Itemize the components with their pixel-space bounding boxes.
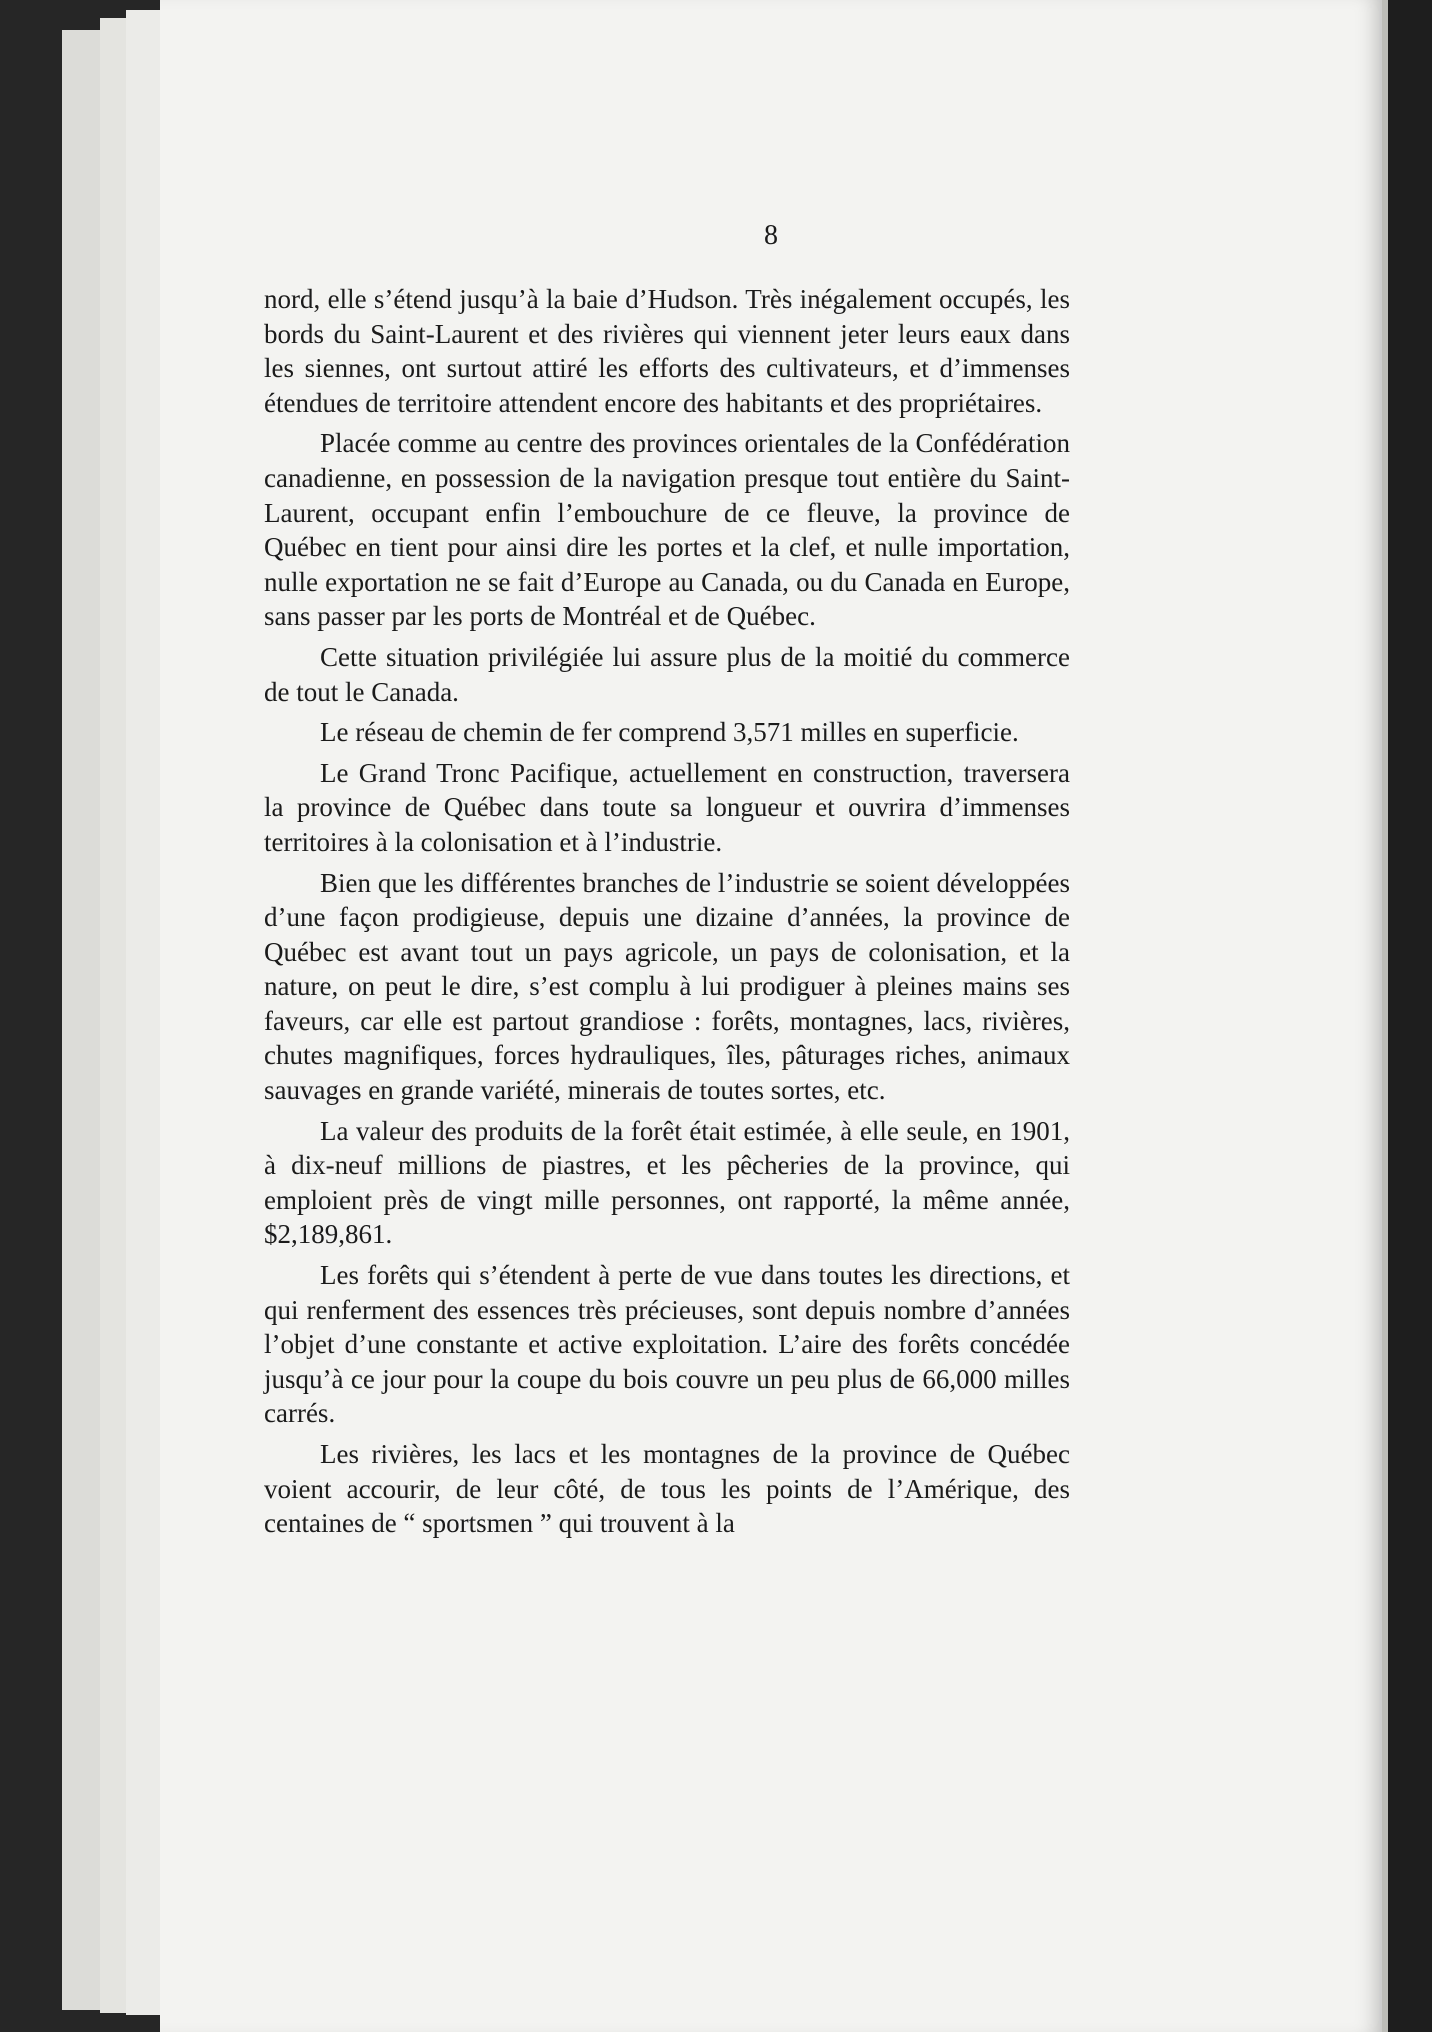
body-text <box>264 282 1070 1547</box>
paragraph: La valeur des produits de la forêt était estimée, à elle seule, en 1901, à dix-neuf millions de piastres, et les pêcheries de la province, qui emploient près de vingt mille personnes, ont rapporté, la même année, $2,189,861. <box>264 1115 1070 1250</box>
paragraph: nord, elle s’étend jusqu’à la baie d’Hudson. Très inégalement occupés, les bords du Saint-Laurent et des rivières qui viennent jeter leurs eaux dans les siennes, ont surtout attiré les efforts des cultivateurs, et d’immenses étendues de territoire attendent encore des habitants et des propriétaires. <box>264 284 1070 418</box>
scan-border <box>1388 0 1432 2032</box>
paragraph: Placée comme au centre des provinces orientales de la Confédération canadienne, en possession de la navigation presque tout entière du Saint-Laurent, occupant enfin l’embouchure de ce fleuve, la province de Québec en tient pour ainsi dire les portes et la clef, et nulle importation, nulle exportation ne se fait d’Europe au Canada, ou du Canada en Europe, sans passer par les ports de Montréal et de Québec. <box>264 428 1070 632</box>
paragraph: Cette situation privilégiée lui assure plus de la moitié du commerce de tout le Canada. <box>264 641 1070 707</box>
paragraph: Le réseau de chemin de fer comprend 3,571 milles en superficie. <box>320 717 1019 748</box>
paragraph: Bien que les différentes branches de l’industrie se soient développées d’une façon prodigieuse, depuis une dizaine d’années, la province de Québec est avant tout un pays agricole, un pays de colonisation, et la nature, on peut le dire, s’est complu à lui prodiguer à pleines mains ses faveurs, car elle est partout grandiose : forêts, montagnes, lacs, rivières, chutes magnifiques, forces hydrauliques, îles, pâturages riches, animaux sauvages en grande variété, minerais de toutes sortes, etc. <box>264 867 1070 1106</box>
paragraph: Les rivières, les lacs et les montagnes de la province de Québec voient accourir, de leur côté, de tous les points de l’Amérique, des centaines de “ sportsmen ” qui trouvent à la <box>264 1439 1070 1539</box>
paragraph: Le Grand Tronc Pacifique, actuellement en construction, traversera la province de Québec dans toute sa longueur et ouvrira d’immenses territoires à la colonisation et à l’industrie. <box>264 757 1070 857</box>
page-number: 8 <box>764 220 778 251</box>
paragraph: Les forêts qui s’étendent à perte de vue dans toutes les directions, et qui renferment des essences très précieuses, sont depuis nombre d’années l’objet d’une constante et active exploitation. L’aire des forêts concédée jusqu’à ce jour pour la coupe du bois couvre un peu plus de 66,000 milles carrés. <box>264 1260 1070 1429</box>
